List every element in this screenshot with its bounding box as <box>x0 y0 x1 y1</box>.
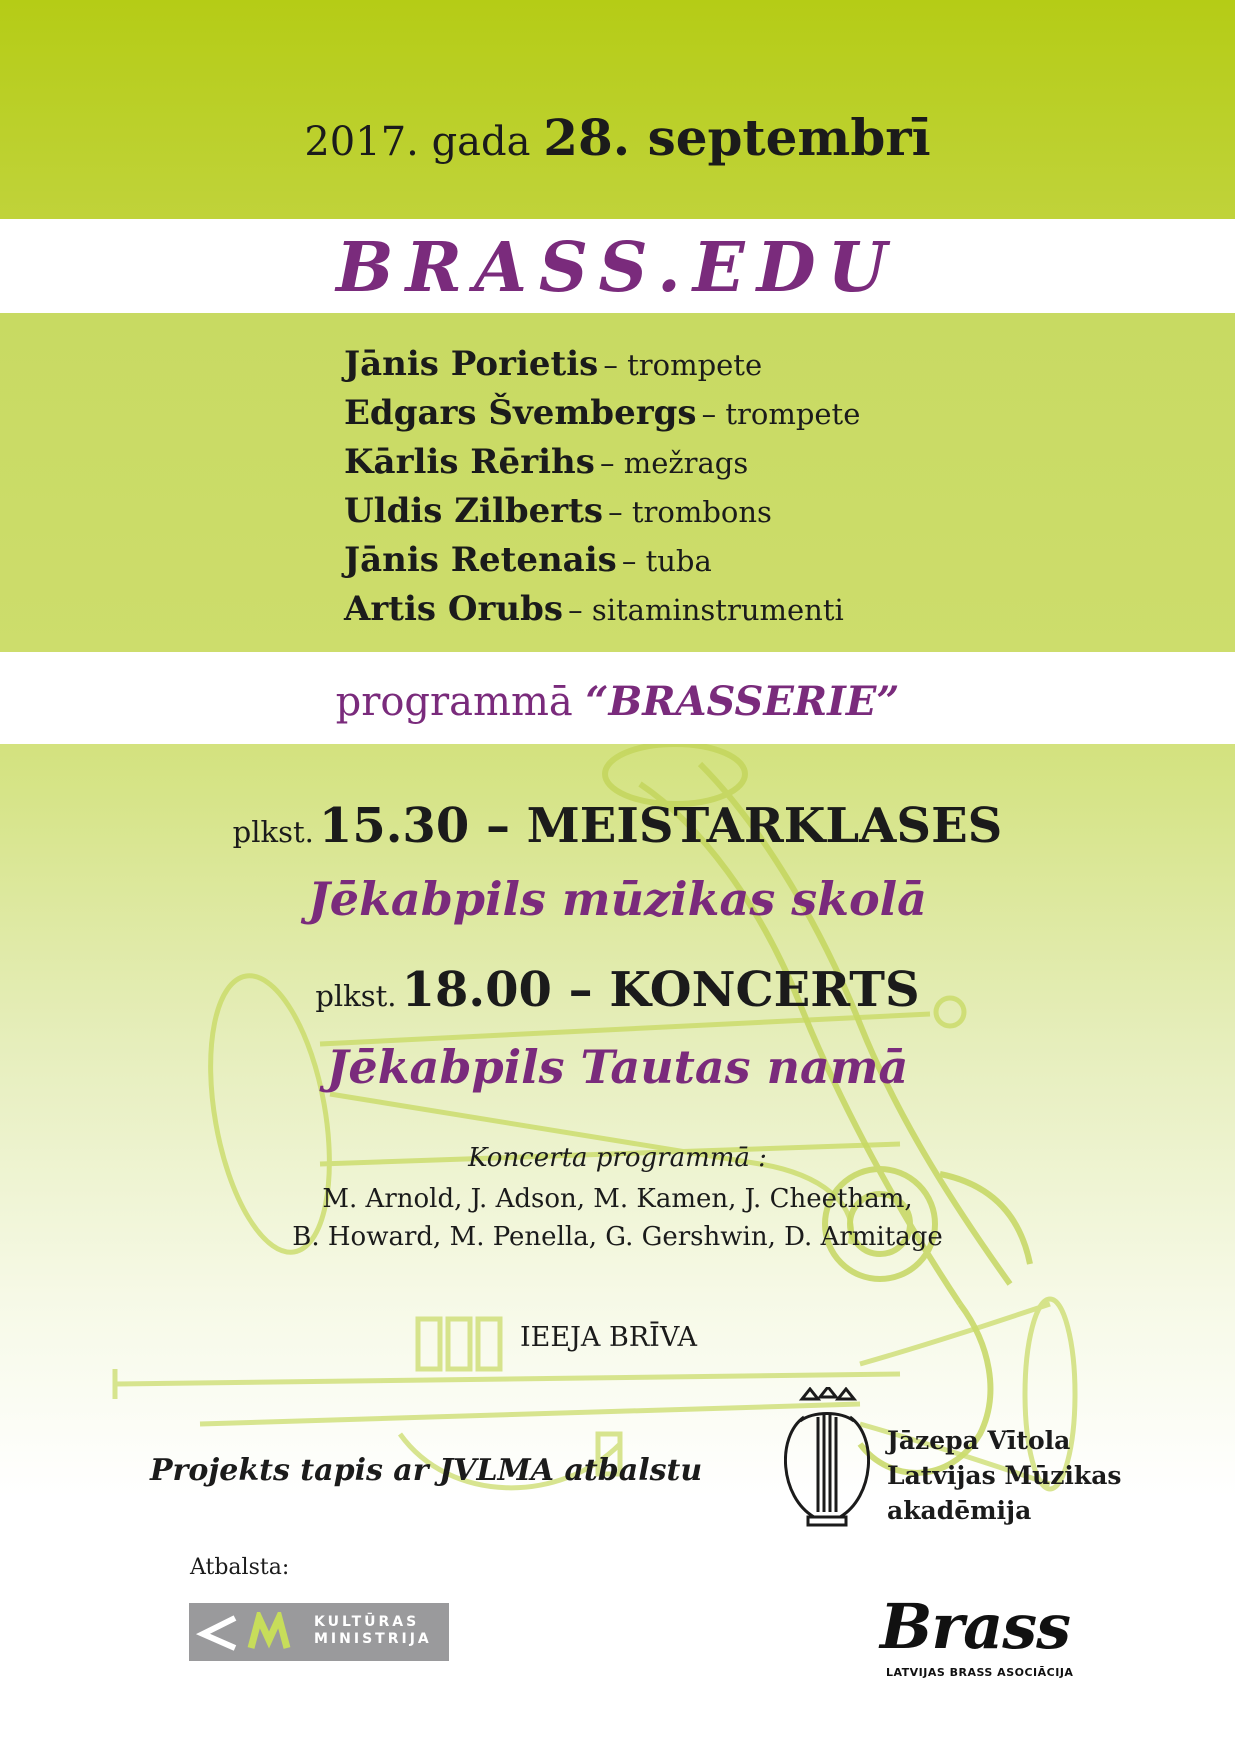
performer-instrument: – mežrags <box>599 446 749 480</box>
performer-row <box>344 585 1144 634</box>
performer-name: Uldis Zilberts <box>344 491 604 531</box>
performers-list <box>344 340 1144 634</box>
performer-instrument: – trombons <box>608 495 772 529</box>
performer-instrument: – trompete <box>701 397 861 431</box>
lyre-icon <box>784 1387 870 1527</box>
time-prefix: plkst. <box>232 815 314 849</box>
support-statement: Projekts tapis ar JVLMA atbalstu <box>150 1453 703 1488</box>
brass-instruments-illustration <box>0 744 1235 1534</box>
program-prefix: programmā <box>335 679 573 725</box>
masterclass-time <box>0 798 1235 854</box>
academy-line: Latvijas Mūzikas <box>887 1461 1122 1490</box>
performer-name: Jānis Retenais <box>344 540 617 580</box>
concert-program-heading: Koncerta programmā : <box>468 1143 767 1173</box>
concert-venue: Jēkabpils Tautas namā <box>326 1040 909 1094</box>
time-title: 15.30 – MEISTARKLASES <box>318 798 1003 854</box>
sponsors-label: Atbalsta: <box>190 1555 290 1580</box>
brass-association-logo-word: Brass <box>880 1590 1071 1663</box>
academy-name <box>887 1423 1122 1528</box>
event-date <box>0 108 1235 167</box>
concert-time <box>0 962 1235 1018</box>
ministry-of-culture-logo <box>189 1603 449 1661</box>
performer-row <box>344 389 1144 438</box>
brass-association-name: LATVIJAS BRASS ASOCIĀCIJA <box>886 1666 1074 1679</box>
performer-name: Edgars Švembergs <box>344 393 697 433</box>
time-prefix: plkst. <box>315 979 397 1013</box>
performer-row <box>344 340 1144 389</box>
ministry-name <box>314 1614 432 1648</box>
performer-instrument: – sitaminstrumenti <box>568 593 844 627</box>
performer-instrument: – tuba <box>621 544 712 578</box>
free-entry-notice: IEEJA BRĪVA <box>520 1322 697 1353</box>
performer-instrument: – trompete <box>603 348 763 382</box>
program-title <box>0 678 1235 725</box>
performer-row <box>344 536 1144 585</box>
academy-line: Jāzepa Vītola <box>887 1426 1071 1455</box>
performer-name: Kārlis Rērihs <box>344 442 595 482</box>
performer-row <box>344 438 1144 487</box>
ministry-line: MINISTRIJA <box>314 1631 432 1647</box>
composers-line: M. Arnold, J. Adson, M. Kamen, J. Cheetham, <box>322 1184 913 1214</box>
masterclass-venue: Jēkabpils mūzikas skolā <box>308 872 927 926</box>
program-name: “BRASSERIE” <box>585 678 900 725</box>
ministry-mark-icon <box>195 1612 310 1652</box>
date-highlight: 28. septembrī <box>543 108 931 167</box>
time-title: 18.00 – KONCERTS <box>401 962 920 1018</box>
performer-row <box>344 487 1144 536</box>
ministry-line: KULTŪRAS <box>314 1614 420 1630</box>
performer-name: Jānis Porietis <box>344 344 599 384</box>
academy-line: akadēmija <box>887 1496 1032 1525</box>
date-prefix: 2017. gada <box>304 119 531 165</box>
brand-title: BRASS.EDU <box>336 228 899 308</box>
performer-name: Artis Orubs <box>344 589 564 629</box>
composers-line: B. Howard, M. Penella, G. Gershwin, D. Armitage <box>292 1222 943 1252</box>
